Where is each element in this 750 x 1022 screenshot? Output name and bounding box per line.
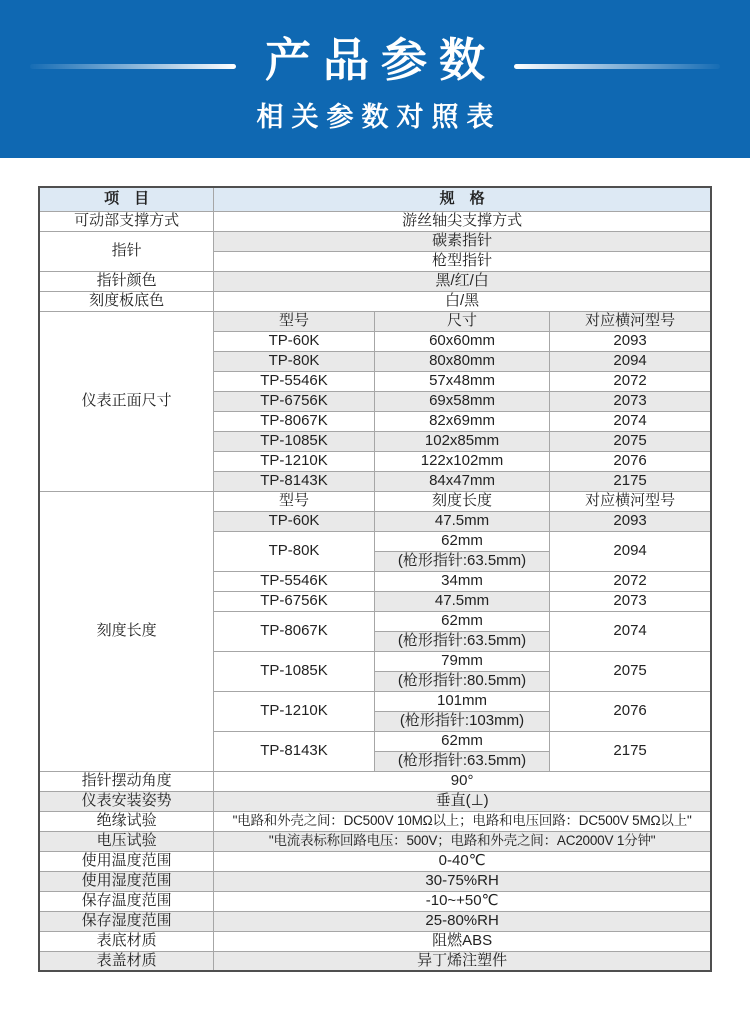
table-cell: TP-5546K [214, 571, 375, 591]
table-cell: 白/黑 [214, 291, 711, 311]
table-cell: 2075 [550, 651, 711, 691]
table-cell: 84x47mm [374, 471, 549, 491]
table-cell: 101mm [374, 691, 549, 711]
table-row [39, 771, 711, 791]
table-cell: 垂直(⊥) [214, 791, 711, 811]
table-cell: 69x58mm [374, 391, 549, 411]
table-cell: (枪形指针:63.5mm) [374, 631, 549, 651]
table-cell: TP-6756K [214, 391, 375, 411]
table-cell: TP-80K [214, 351, 375, 371]
table-cell: 2073 [550, 591, 711, 611]
table-row [39, 231, 711, 251]
table-cell: 2073 [550, 391, 711, 411]
table-cell: TP-8143K [214, 471, 375, 491]
table-row [39, 187, 711, 211]
table-cell: 阻燃ABS [214, 931, 711, 951]
table-cell: 对应横河型号 [550, 311, 711, 331]
table-cell: TP-8067K [214, 611, 375, 651]
table-cell: 2175 [550, 471, 711, 491]
table-cell: 57x48mm [374, 371, 549, 391]
table-row [39, 891, 711, 911]
table-cell: 2076 [550, 691, 711, 731]
spec-table [38, 186, 712, 972]
table-cell: 保存湿度范围 [39, 911, 214, 931]
table-cell: 对应横河型号 [550, 491, 711, 511]
table-cell: TP-1210K [214, 451, 375, 471]
table-cell: 刻度板底色 [39, 291, 214, 311]
table-row [39, 871, 711, 891]
table-cell: TP-5546K [214, 371, 375, 391]
table-cell: 型号 [214, 311, 375, 331]
table-cell: 尺寸 [374, 311, 549, 331]
table-cell: (枪形指针:80.5mm) [374, 671, 549, 691]
table-cell: 47.5mm [374, 511, 549, 531]
table-cell: 绝缘试验 [39, 811, 214, 831]
table-cell: 指针 [39, 231, 214, 271]
table-cell: -10~+50℃ [214, 891, 711, 911]
banner [0, 0, 750, 158]
table-cell: 异丁烯注塑件 [214, 951, 711, 971]
table-cell: 可动部支撑方式 [39, 211, 214, 231]
table-row [39, 931, 711, 951]
decor-line-left-icon [30, 64, 236, 69]
table-cell: "电路和外壳之间：DC500V 10MΩ以上；电路和电压回路：DC500V 5MΩ以上" [214, 811, 711, 831]
table-cell: 碳素指针 [214, 231, 711, 251]
spec-table-body [39, 187, 711, 971]
table-cell: 仪表正面尺寸 [39, 311, 214, 491]
table-cell: 游丝轴尖支撑方式 [214, 211, 711, 231]
table-cell: 2074 [550, 611, 711, 651]
table-cell: (枪形指针:63.5mm) [374, 751, 549, 771]
table-cell: 电压试验 [39, 831, 214, 851]
table-cell: 25-80%RH [214, 911, 711, 931]
table-cell: 仪表安装姿势 [39, 791, 214, 811]
table-cell: 2072 [550, 571, 711, 591]
table-cell: 47.5mm [374, 591, 549, 611]
table-cell: 62mm [374, 731, 549, 751]
table-cell: TP-6756K [214, 591, 375, 611]
table-cell: 62mm [374, 611, 549, 631]
table-row [39, 211, 711, 231]
table-cell: TP-1210K [214, 691, 375, 731]
table-row [39, 291, 711, 311]
table-cell: 2076 [550, 451, 711, 471]
table-cell: 黑/红/白 [214, 271, 711, 291]
table-cell: 2072 [550, 371, 711, 391]
table-row [39, 831, 711, 851]
table-cell: 0-40℃ [214, 851, 711, 871]
table-cell: 刻度长度 [374, 491, 549, 511]
table-cell: 2074 [550, 411, 711, 431]
table-cell: 122x102mm [374, 451, 549, 471]
table-cell: (枪形指针:63.5mm) [374, 551, 549, 571]
table-cell: 2094 [550, 351, 711, 371]
table-row [39, 911, 711, 931]
page-subtitle: 相关参数对照表 [256, 102, 502, 132]
table-cell: TP-1085K [214, 651, 375, 691]
table-cell: 枪型指针 [214, 251, 711, 271]
table-cell: 80x80mm [374, 351, 549, 371]
table-cell: 型号 [214, 491, 375, 511]
table-cell: TP-80K [214, 531, 375, 571]
table-row [39, 951, 711, 971]
table-row [39, 811, 711, 831]
table-cell: 30-75%RH [214, 871, 711, 891]
table-row [39, 271, 711, 291]
table-cell: 指针摆动角度 [39, 771, 214, 791]
table-cell: 34mm [374, 571, 549, 591]
table-cell: 项 目 [39, 187, 214, 211]
table-cell: 90° [214, 771, 711, 791]
table-cell: 79mm [374, 651, 549, 671]
table-cell: 102x85mm [374, 431, 549, 451]
table-cell: TP-60K [214, 331, 375, 351]
table-row [39, 311, 711, 331]
table-cell: 82x69mm [374, 411, 549, 431]
table-row [39, 851, 711, 871]
spec-table-wrap [38, 186, 712, 972]
table-cell: 2094 [550, 531, 711, 571]
table-cell: "电流表标称回路电压：500V；电路和外壳之间：AC2000V 1分钟" [214, 831, 711, 851]
page-title: 产品参数 [265, 34, 497, 86]
table-cell: 保存温度范围 [39, 891, 214, 911]
table-cell: TP-8067K [214, 411, 375, 431]
table-cell: 指针颜色 [39, 271, 214, 291]
table-cell: 使用湿度范围 [39, 871, 214, 891]
table-cell: 表底材质 [39, 931, 214, 951]
decor-line-right-icon [514, 64, 720, 69]
table-cell: 2093 [550, 511, 711, 531]
table-row [39, 791, 711, 811]
table-cell: TP-1085K [214, 431, 375, 451]
table-cell: 62mm [374, 531, 549, 551]
table-cell: 使用温度范围 [39, 851, 214, 871]
table-cell: TP-60K [214, 511, 375, 531]
table-cell: 规 格 [214, 187, 711, 211]
table-cell: (枪形指针:103mm) [374, 711, 549, 731]
table-cell: 2075 [550, 431, 711, 451]
table-cell: 60x60mm [374, 331, 549, 351]
table-row [39, 491, 711, 511]
table-cell: 2093 [550, 331, 711, 351]
table-cell: 刻度长度 [39, 491, 214, 771]
table-cell: TP-8143K [214, 731, 375, 771]
table-cell: 2175 [550, 731, 711, 771]
table-cell: 表盖材质 [39, 951, 214, 971]
